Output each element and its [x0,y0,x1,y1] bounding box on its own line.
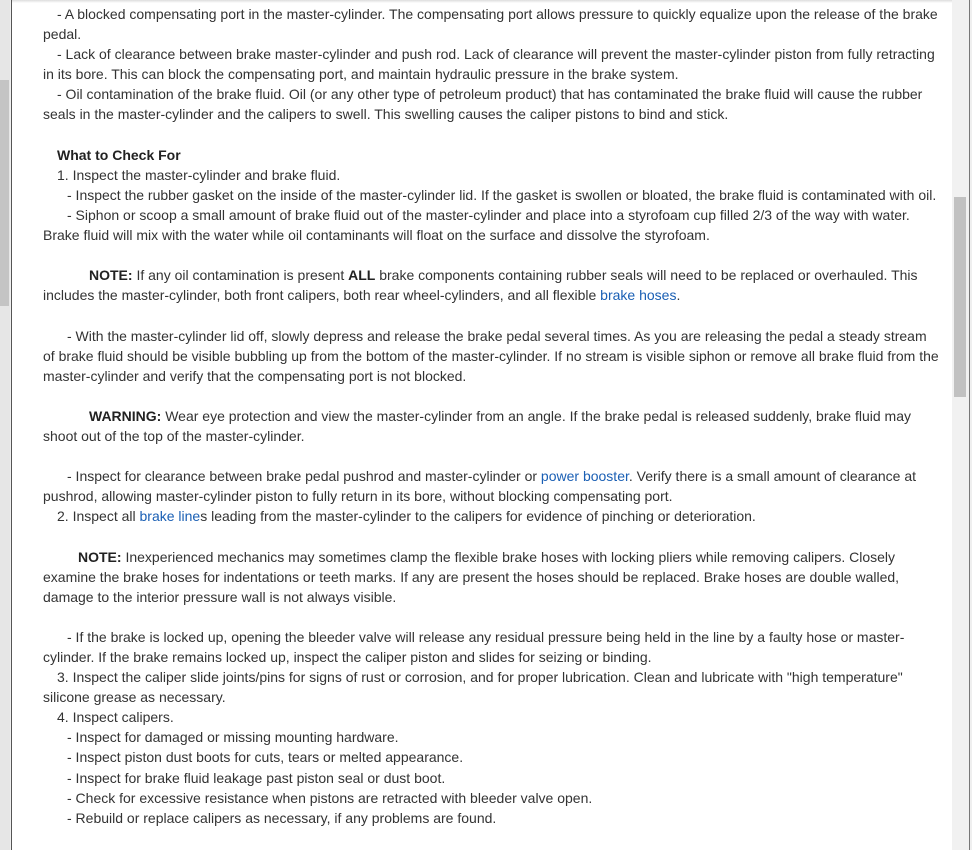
step-4-item: - Inspect for brake fluid leakage past piston seal or dust boot. [67,769,446,786]
article-content [43,4,939,828]
article-panel [11,0,970,850]
note-oil-contamination: NOTE: If any oil contamination is present ALL brake components containing rubber seals will need to be replaced or overhauled. This includes the master-cylinder, both front calipers, both rear wheel-cylinders, and all flexible brake hoses. [43,267,918,304]
brake-hoses-link[interactable]: brake hoses [600,287,677,304]
step-4-item: - Rebuild or replace calipers as necessary, if any problems are found. [67,809,497,826]
step-2a: - If the brake is locked up, opening the bleeder valve will release any residual pressure being held in the line by a faulty hose or master-cylinder. If the brake remains locked up, inspect the caliper piston and slides for seizing or binding. [43,628,905,665]
step-1: 1. Inspect the master-cylinder and brake fluid. [57,166,341,183]
step-4-item: - Inspect piston dust boots for cuts, tears or melted appearance. [67,749,464,766]
cause-blocked-port: - A blocked compensating port in the master-cylinder. The compensating port allows pressure to quickly equalize upon the release of the brake pedal. [43,6,938,43]
step-1a: - Inspect the rubber gasket on the inside of the master-cylinder lid. If the gasket is swollen or bloated, the brake fluid is contaminated with oil. [67,186,937,203]
step-2: 2. Inspect all brake lines leading from the master-cylinder to the calipers for evidence of pinching or deterioration. [57,508,756,525]
background-scrollbar-thumb[interactable] [0,80,9,306]
power-booster-link[interactable]: power booster [540,468,629,485]
step-1d: - Inspect for clearance between brake pedal pushrod and master-cylinder or power booster. Verify there is a small amount of clearance at pushrod, allowing master-cylinder piston to fully return in its bore, without blocking compensating port. [43,468,917,505]
scrollbar-thumb[interactable] [954,197,966,397]
step-1c: - With the master-cylinder lid off, slowly depress and release the brake pedal several times. As you are releasing the pedal a steady stream of brake fluid should be visible bubbling up from the bottom of the master-cylinder. If no stream is visible siphon or remove all brake fluid from the master-cylinder and verify that the compensating port is not blocked. [43,327,939,384]
step-1b: - Siphon or scoop a small amount of brake fluid out of the master-cylinder and place into a styrofoam cup filled 2/3 of the way with water. Brake fluid will mix with the water while oil contaminants will float on the surface and dissolve the styrofoam. [43,206,910,244]
background-scrollbar[interactable] [0,0,10,850]
cause-clearance: - Lack of clearance between brake master-cylinder and push rod. Lack of clearance will prevent the master-cylinder piston from fully retracting in its bore. This can block the compensating port, and maintain hydraulic pressure in the brake system. [43,46,935,83]
step-3: 3. Inspect the caliper slide joints/pins for signs of rust or corrosion, and for proper lubrication. Clean and lubricate with "high temperature" silicone grease as necessary. [43,669,903,706]
note-brake-hoses: NOTE: Inexperienced mechanics may sometimes clamp the flexible brake hoses with locking pliers while removing calipers. Closely examine the brake hoses for indentations or teeth marks. If any are present the hoses should be replaced. Brake hoses are double walled, damage to the interior pressure wall is not always visible. [43,548,900,605]
top-shadow [12,0,969,3]
vertical-scrollbar[interactable] [952,0,969,850]
cause-oil: - Oil contamination of the brake fluid. Oil (or any other type of petroleum product) that has contaminated the brake fluid will cause the rubber seals in the master-cylinder and the calipers to swell. This swelling causes the caliper pistons to bind and stick. [43,86,923,123]
step-4-item: - Check for excessive resistance when pistons are retracted with bleeder valve open. [67,789,593,806]
step-4-item: - Inspect for damaged or missing mounting hardware. [67,729,399,746]
brake-line-link[interactable]: brake line [139,508,201,525]
section-heading: What to Check For [57,146,181,163]
warning-eye-protection: WARNING: Wear eye protection and view the master-cylinder from an angle. If the brake pedal is released suddenly, brake fluid may shoot out of the top of the master-cylinder. [43,407,911,444]
step-4: 4. Inspect calipers. [57,709,174,726]
